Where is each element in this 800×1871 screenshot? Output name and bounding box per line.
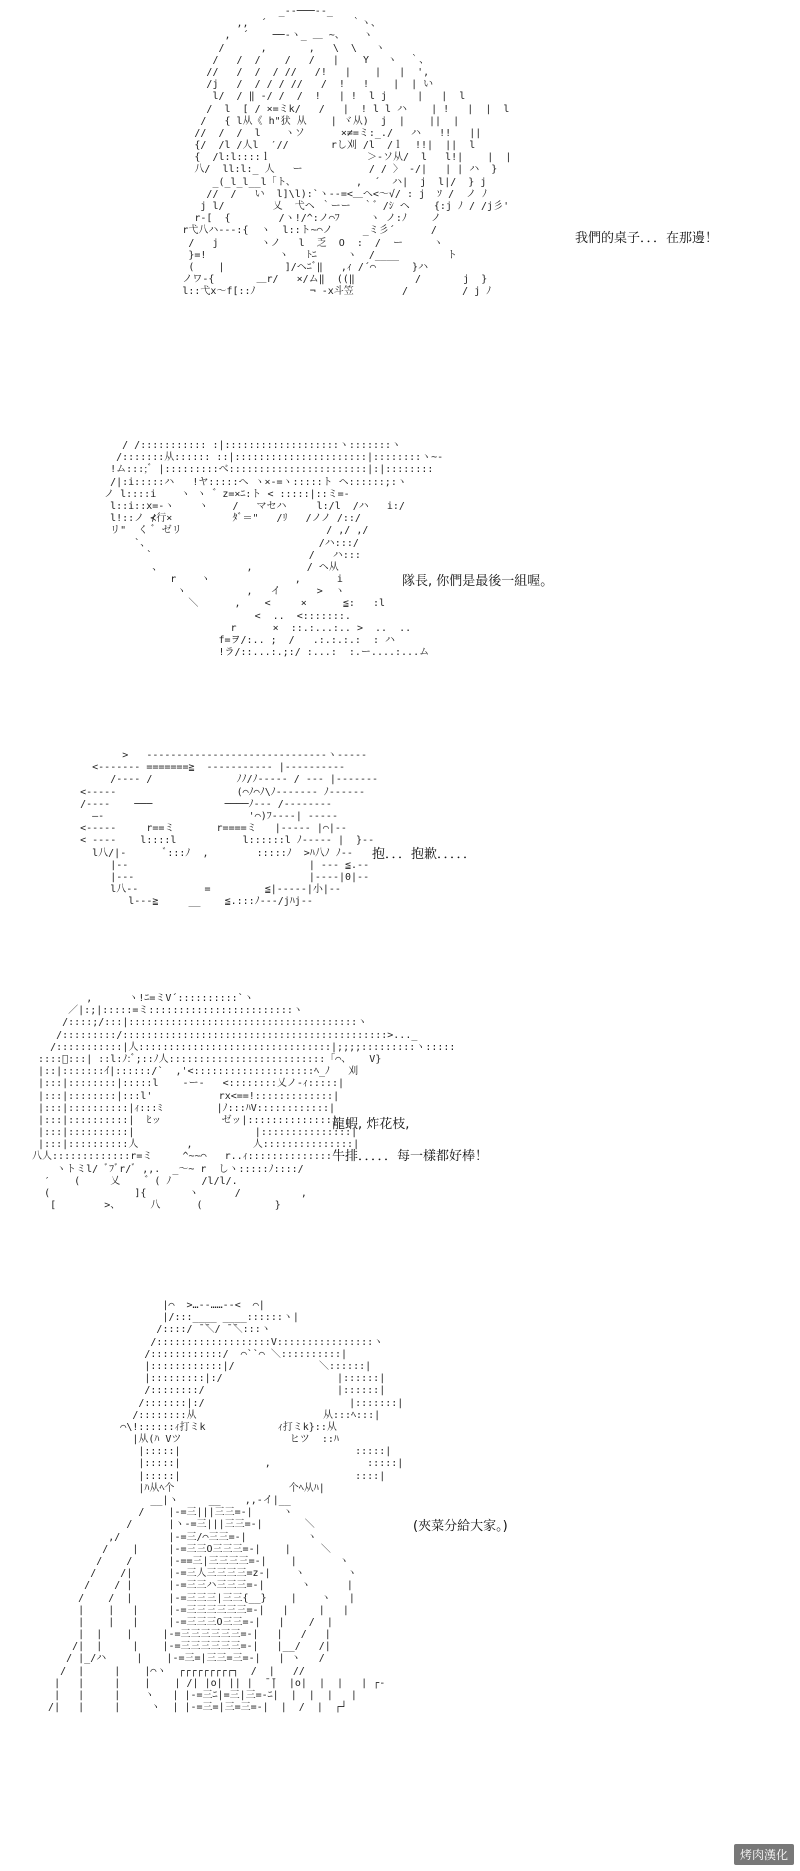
ascii-art-line: 、 , / ヘ从 — [80, 561, 339, 573]
ascii-art-line: |:::::| , :::::| — [30, 1458, 404, 1470]
ascii-art-line: / , , \ \ ヽ — [80, 42, 386, 54]
ascii-art-line: |:::|::::::::::| |:::::::::::::::| — [20, 1127, 358, 1139]
ascii-art-line: /j / / / / // / ! ! | | い — [80, 79, 434, 91]
ascii-art-line: {/ /l /人l ′// rし刈 /l /ｌ !!| || l — [80, 140, 476, 152]
ascii-art-line: l八-- = ≦|-----|小|-- — [50, 884, 341, 896]
ascii-art-line: |:::|::::::::::|ｨ:::ﾐ |ﾉ:::ﾊV::::::::::::| — [20, 1102, 336, 1114]
panel-5 — [0, 1300, 800, 1871]
ascii-art-line: /::::/ ̄ ̄＼/ ̄ ̄＼:::ヽ — [30, 1324, 271, 1336]
ascii-art-line: | | | |-=三三三三三三=-| | / | — [30, 1629, 331, 1641]
ascii-art-line: _(_l_l__l「ト、 , ´ ハ| j l|/ } j — [80, 176, 487, 188]
ascii-art-girl-pointing — [80, 6, 511, 299]
ascii-art-line: リ" く ﾞ ゼリ / ,/ ,/ — [80, 525, 369, 537]
ascii-art-line: / /::::::::::: :|:::::::::::::::::::ヽ:::::::ヽ — [80, 440, 402, 451]
ascii-art-line: < ---- l::::l l::::::l ﾉ----- | }-- — [50, 835, 375, 847]
ascii-art-line: / | |-=三三O三三三=-| | ＼ — [30, 1543, 331, 1555]
ascii-art-line: l::弋x～f[::ﾉ ¬ -x斗笠 / / j ﾉ — [80, 286, 492, 298]
ascii-art-line: ノ l::::i ヽ ヽ ゛z=×ﾆ:ト < :::::|::ミ=- — [80, 488, 350, 500]
panel-1 — [0, 0, 800, 420]
ascii-art-line: / l [ / ×=ミk/ / | ! l l ハ | ! | | l — [80, 103, 510, 115]
ascii-art-line: / / |-==三|三三三三=-| | ヽ — [30, 1555, 349, 1567]
ascii-art-line: /:::::::::::|人::::::::::::::::::::::::::::::::|;;;;:::::::::ヽ::::: — [20, 1041, 456, 1053]
ascii-art-line: r × ::.:...:.. > .. .. — [80, 622, 412, 634]
ascii-art-line: | | | |-=三三三O三三=-| | / | — [30, 1616, 333, 1628]
ascii-art-line: ′ ( 乂 ゛( ﾉ /l/l/. — [20, 1175, 238, 1187]
ascii-art-line: / / | |-=三三三|三三{__} | ヽ | — [30, 1592, 355, 1604]
ascii-art-line: __|ヽ __ ,,-イ|__ — [30, 1495, 291, 1506]
ascii-art-line: /---- / ﾉﾉ/ﾉ----- / --- |------- — [50, 774, 379, 786]
dialogue-line: 抱．．．抱歉．．．．． — [372, 847, 477, 862]
panel-4 — [0, 993, 800, 1283]
ascii-art-line: <----- r==ミ r====ミ |----- |⌒|-- — [50, 823, 347, 835]
ascii-art-line: |从(ﾊ Vツ ヒツ ::ﾊ — [30, 1434, 339, 1446]
ascii-art-line: <----- (⌒ﾉ⌒ﾉ\ﾉ------- ﾉ------ — [50, 786, 366, 798]
ascii-art-line: / |_/ハ | |-=三=|三三=三=-| | ヽ / — [30, 1653, 325, 1665]
ascii-art-line: /| | | |-=三三三三三三=-| |__/ /| — [30, 1641, 331, 1653]
ascii-art-line: / |-=三|||三三=-| ヽ — [30, 1507, 293, 1519]
ascii-art-line: /|:i:::::ハ !ヤ:::::へ ヽ×-=ヽ:::::ト ヘ::::::;:ヽ — [80, 476, 407, 488]
ascii-art-line: , ´ ──-ヽ_ ＿ ~、 ヽ — [80, 30, 373, 42]
ascii-art-line: <------- =======≧ ----------- |---------- — [50, 762, 346, 774]
ascii-art-line: |:::|::::::::|:::l' rx<==!:::::::::::::| — [20, 1090, 340, 1102]
ascii-art-line: ／|:;|:::::=ミ::::::::::::::::::::::::ヽ — [20, 1005, 303, 1017]
ascii-art-line: // / / / // /! | | | ', — [80, 66, 430, 78]
dialogue-text — [575, 230, 718, 262]
ascii-art-line: |::|:::::::ｲ|::::::/` ,'<::::::::::::::::::::ﾍ_ﾉ 刈 — [20, 1066, 359, 1078]
ascii-art-line: ` / ハ::: — [80, 549, 361, 561]
ascii-art-line: l/ / ‖ -/ / / ! | ! l j | | l — [80, 91, 466, 103]
ascii-art-line: / /| |-=三人三三三三=z-| ヽ ヽ — [30, 1568, 357, 1580]
ascii-art-line: |ﾊ从ﾍ个 个ﾍ从ﾊ| — [30, 1482, 325, 1494]
ascii-art-line: |--- |----|0|-- — [50, 871, 370, 883]
ascii-art-smiling-face — [80, 440, 443, 659]
ascii-art-line: ヽトミl/ ﾞﾌﾞr/ﾞ ,,. _〜~ r しヽ:::::ﾉ::::/ — [20, 1163, 304, 1175]
ascii-art-line: | | | | | /| |o| || | ̄ ̄| |o| | | | ┌- — [30, 1677, 386, 1689]
ascii-art-line: l::i::x=-ヽ ヽ / マセハ l:/l /ハ i:/ — [80, 500, 405, 512]
ascii-art-line: /::::::::/ |::::::| — [30, 1385, 386, 1397]
ascii-art-line: |:::::::::|:/ |::::::| — [30, 1373, 386, 1385]
ascii-art-line: > ------------------------------ヽ----- — [50, 750, 368, 761]
dialogue-text — [332, 1116, 488, 1180]
ascii-art-serving-food — [30, 1300, 403, 1714]
ascii-art-line: /---- ─── ────ﾉ--- /-------- — [50, 798, 332, 810]
ascii-art-line: 八人:::::::::::::r=ミ ^~~⌒ r..ｨ:::::::::::::: — [20, 1151, 332, 1163]
dialogue-line: 龍蝦, 炸花枝, — [332, 1117, 410, 1132]
ascii-art-line: /:::::::从:::::: ::|::::::::::::::::::::::|::::::::ヽ~- — [80, 452, 444, 464]
dialogue-line: (夾菜分給大家。) — [413, 1519, 508, 1534]
ascii-art-line: / j ヽノ l 乏 O : / ー ヽ — [80, 237, 444, 249]
ascii-art-line: ::::ﾞ:::| ::l:ﾉ:ﾞ;::ﾉ人::::::::::::::::::::::::::「⌒、 V} — [20, 1053, 382, 1065]
ascii-art-line: |:::|::::::::::人 , 人:::::::::::::::| — [20, 1139, 360, 1151]
ascii-art-line: f=ヲ/:.. ; / .:.:.:.: : ハ — [80, 635, 396, 646]
ascii-art-line: ―- '⌒)ﾌ----| ----- — [50, 810, 338, 822]
ascii-art-line: 八/ ll:l:_ 人 ー / / 〉 ‐/| | | ハ } — [80, 164, 498, 176]
dialogue-text — [402, 573, 553, 605]
ascii-art-line: ( | ]/ヘﾆﾞ‖ ,ｨ /´⌒ }ハ — [80, 261, 429, 273]
ascii-art-line: // / / l ヽソ ×≠=ミ:_./ ハ !! || — [80, 127, 482, 139]
dialogue-line: 牛排．．．．．每一樣都好棒！ — [332, 1149, 489, 1164]
ascii-art-line: r-[ { /ヽ!/^:ノ⌒ﾌ ヽ ノ:ﾉ ノ — [80, 213, 442, 225]
ascii-art-line: |:::|::::::::|:::::l -ー- <::::::::乂ノ-ｨ:::::| — [20, 1078, 344, 1090]
ascii-art-line: /::::;/:::|::::::::::::::::::::::::::::::::::::::ヽ — [20, 1017, 368, 1029]
ascii-art-line: ⌒\!::::::ｨ打ミk ｨ打ミk}::从 — [30, 1421, 337, 1433]
ascii-art-line: /| | | ヽ | |-=三=|三=三=-| | / | ┌┘ — [30, 1702, 347, 1714]
ascii-art-line: // / い l]\l):`ヽ--=<＿へ<～√/ : j ｿ / ノ ﾉ — [80, 188, 488, 200]
ascii-art-line: l!::ノ ⊀行× ﾀﾞ＝" /ﾘ /ノノ /::/ — [80, 513, 361, 525]
ascii-art-line: /:::::::::::::::::::V::::::::::::::::ヽ — [30, 1336, 384, 1348]
dialogue-line: 隊長, 你們是最後一組喔。 — [402, 574, 554, 589]
dialogue-line: 我們的桌子．．．在那邊！ — [575, 231, 719, 246]
ascii-art-line: |:::::| :::::| — [30, 1446, 392, 1458]
ascii-art-line: |:::::| ::::| — [30, 1470, 386, 1482]
ascii-art-line: l八/|- ﾞ:::ﾉ , :::::ﾉ >ﾊ八ﾉ ﾉ-- — [50, 847, 353, 859]
ascii-art-line: r弋八ハ---:{ ヽ l::ト~⌒ノ _ミ彡´ / — [80, 225, 437, 237]
ascii-art-line: ヽ , イ > ヽ — [80, 586, 345, 598]
ascii-art-line: { /l:l::::ｌ ＞-ソ从/ l l!| | | — [80, 152, 512, 164]
ascii-art-line: ( ]{ ヽ / , — [20, 1188, 307, 1199]
ascii-art-line: r ヽ , i — [80, 574, 343, 586]
ascii-art-line: ,, ´ ｀ヽ、 — [80, 18, 381, 30]
ascii-art-line: /:::::::|:/ |:::::::| — [30, 1397, 404, 1409]
ascii-art-line: |⌒ >…--……--< ⌒| — [30, 1300, 265, 1311]
ascii-art-apologizing-face — [50, 750, 378, 908]
ascii-art-line: < .. <:::::::. — [80, 610, 351, 622]
dialogue-text — [372, 846, 476, 878]
ascii-art-line: |-- | --- ≦.-- — [50, 859, 370, 871]
ascii-art-line: j l/ 乂 弋ヘ ｀ーー ｀゛/ｼ ヘ {:j ﾉ / /j彡' — [80, 201, 510, 212]
ascii-art-line: l---≧ __ ≦.:::ﾉ---/jﾊj-- — [50, 896, 313, 908]
ascii-art-line: | | | |-=三三三三三三=-| | | | — [30, 1604, 349, 1616]
ascii-art-line: !ラ/::...:.;:/ :...: :.ー....:...ム — [80, 647, 430, 659]
ascii-art-line: ,/ |-=三/⌒三三=-| ヽ — [30, 1531, 317, 1543]
ascii-art-line: ノワ-{ ＿r/ ×/ム‖ ((‖ / j } — [80, 274, 488, 286]
panel-3 — [0, 750, 800, 960]
ascii-art-line: }=! ヽ ﾄﾆ ヽ /____ ト — [80, 249, 458, 261]
ascii-art-line: / { l从《 h"犾 从 | ヾ从) j | || | — [80, 115, 460, 127]
ascii-art-line: | | | ヽ | |-=三ﾆ|=三|三=-ﾆ| | | | | — [30, 1690, 357, 1701]
ascii-art-line: |:::|::::::::::| ﾋッ ゼッ|::::::::::::::| — [20, 1114, 338, 1126]
ascii-art-line: / | | |⌒ヽ ┌┌┌┌┌┌┌┌┌┐ / | // — [30, 1665, 305, 1677]
ascii-art-line: !ム:::;ﾞ |:::::::::べ:::::::::::::::::::::::|:|:::::::: — [80, 464, 434, 476]
ascii-art-line: /::::::::从 从:::ﾍ:::| — [30, 1409, 381, 1421]
dialogue-text — [413, 1518, 508, 1550]
ascii-art-line: |::::::::::::|/ ＼::::::| — [30, 1360, 372, 1372]
ascii-art-line: ＼ , < × ≦: :l — [80, 598, 386, 610]
ascii-art-line: , ヽ!ﾆ=ミV´::::::::::`ヽ — [20, 993, 254, 1004]
ascii-art-line: / |ヽ-=三|||三三=-| ＼ — [30, 1519, 315, 1531]
ascii-art-line: /::::::::::::/ ⌒``⌒ ＼::::::::::| — [30, 1348, 348, 1360]
ascii-art-line: [ >、 八 ( } — [20, 1200, 281, 1212]
panel-2 — [0, 440, 800, 740]
ascii-art-line: / / / / / | Y ヽ ｀、 — [80, 54, 430, 66]
ascii-art-line: /:::::::::/::::::::::::::::::::::::::::::::::::::::::::>..._ — [20, 1029, 418, 1041]
ascii-art-line: / / | |-=三三ハ三三三=-| ヽ | — [30, 1580, 353, 1592]
watermark-logo: 烤肉漢化 — [734, 1844, 794, 1865]
ascii-art-line: _--───--_ — [80, 6, 333, 17]
ascii-art-line: `、 /ハ:::/ — [80, 537, 359, 549]
ascii-art-line: |/:::____ ____::::::ヽ| — [30, 1312, 299, 1324]
